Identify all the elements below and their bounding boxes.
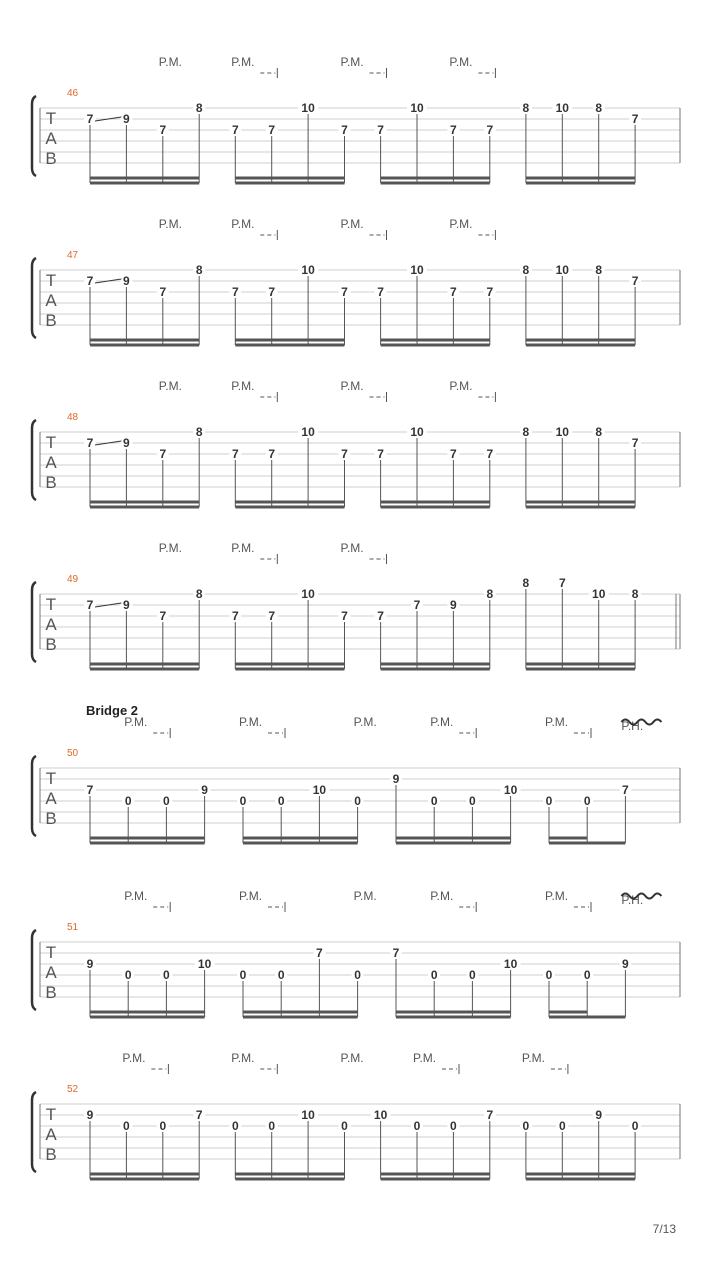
tab-clef-letter: T (45, 769, 57, 788)
measure-number: 48 (67, 412, 79, 423)
beam (90, 668, 199, 671)
palm-mute-label: P.M. (545, 889, 569, 903)
palm-mute-label: P.M. (231, 379, 255, 393)
beam (526, 506, 635, 509)
palm-mute-label: P.M. (158, 217, 182, 231)
beam (381, 182, 490, 185)
tab-clef-letter: T (45, 433, 57, 452)
fret-number: 10 (301, 263, 315, 277)
fret-number: 10 (312, 783, 327, 797)
palm-mute-label: P.M. (158, 541, 182, 555)
fret-number: 8 (631, 587, 639, 601)
tab-clef-letter: A (45, 291, 57, 310)
fret-number: 7 (486, 1108, 494, 1122)
fret-number: 7 (268, 609, 276, 623)
beam (381, 339, 490, 342)
fret-number: 7 (268, 123, 276, 137)
fret-number: 0 (123, 1119, 130, 1133)
tab-clef-letter: A (45, 615, 57, 634)
fret-number: 10 (410, 101, 424, 115)
fret-number: 10 (410, 425, 424, 439)
fret-number: 10 (301, 425, 315, 439)
beam (90, 837, 205, 840)
beam (90, 1178, 199, 1181)
beam (549, 1011, 587, 1014)
pinch-harmonic-label: P.H. (621, 893, 644, 907)
beam (243, 1016, 358, 1019)
fret-number: 7 (86, 598, 94, 612)
palm-mute-label: P.M. (239, 889, 263, 903)
beam (90, 339, 199, 342)
fret-number: 8 (595, 263, 603, 277)
fret-number: 0 (277, 794, 285, 808)
fret-number: 0 (163, 794, 170, 808)
fret-number: 0 (239, 968, 247, 982)
fret-number: 7 (341, 285, 348, 299)
fret-number: 9 (123, 436, 130, 450)
measure-number: 52 (67, 1084, 79, 1095)
fret-number: 10 (555, 425, 569, 439)
fret-number: 0 (277, 968, 285, 982)
fret-number: 8 (522, 101, 530, 115)
fret-number: 7 (341, 447, 348, 461)
measure-number: 46 (67, 88, 79, 99)
system-bracket (32, 258, 36, 338)
palm-mute-label: P.M. (340, 217, 364, 231)
palm-mute-label: P.M. (340, 541, 364, 555)
tab-clef-letter: B (45, 473, 57, 492)
palm-mute-label: P.M. (231, 217, 255, 231)
fret-number: 0 (469, 968, 476, 982)
tab-clef-letter: A (45, 789, 57, 808)
fret-number: 7 (341, 123, 348, 137)
beam (243, 842, 358, 845)
beam (235, 182, 344, 185)
beam (526, 663, 635, 666)
beam (90, 501, 199, 504)
fret-number: 7 (195, 1108, 203, 1122)
fret-number: 7 (86, 436, 94, 450)
fret-number: 0 (450, 1119, 457, 1133)
fret-number: 8 (195, 263, 203, 277)
page-number: 7/13 (652, 1222, 676, 1236)
fret-number: 0 (545, 794, 553, 808)
tab-clef-letter: T (45, 109, 57, 128)
fret-number: 8 (522, 263, 530, 277)
fret-number: 7 (341, 609, 348, 623)
beam (90, 663, 199, 666)
fret-number: 0 (413, 1119, 421, 1133)
tab-clef-letter: B (45, 809, 57, 828)
fret-number: 7 (377, 447, 384, 461)
beam (396, 837, 511, 840)
beam (526, 339, 635, 342)
fret-number: 9 (622, 957, 629, 971)
fret-number: 0 (124, 968, 132, 982)
fret-number: 7 (558, 576, 566, 590)
fret-number: 8 (522, 576, 530, 590)
beam (381, 1178, 490, 1181)
beam (90, 177, 199, 180)
fret-number: 10 (555, 101, 569, 115)
beam (396, 842, 511, 845)
fret-number: 7 (231, 609, 239, 623)
fret-number: 9 (201, 783, 208, 797)
fret-number: 7 (631, 436, 639, 450)
fret-number: 9 (123, 274, 130, 288)
fret-number: 0 (354, 794, 361, 808)
tab-clef-letter: B (45, 149, 57, 168)
palm-mute-label: P.M. (239, 715, 263, 729)
fret-number: 7 (159, 123, 167, 137)
beam (90, 1016, 205, 1019)
measure-number: 51 (67, 922, 79, 933)
beam (381, 668, 490, 671)
fret-number: 7 (316, 946, 323, 960)
fret-number: 0 (583, 794, 591, 808)
beam (90, 1011, 205, 1014)
palm-mute-label: P.M. (340, 379, 364, 393)
beam (381, 1173, 490, 1176)
fret-number: 9 (450, 598, 457, 612)
beam (396, 1011, 511, 1014)
tab-clef-letter: B (45, 1145, 57, 1164)
palm-mute-label: P.M. (413, 1051, 437, 1065)
palm-mute-label: P.M. (340, 55, 364, 69)
beam (396, 1016, 511, 1019)
fret-number: 7 (486, 447, 494, 461)
tab-clef-letter: B (45, 635, 57, 654)
system-bracket (32, 1092, 36, 1172)
palm-mute-label: P.M. (449, 379, 473, 393)
fret-number: 7 (159, 447, 167, 461)
beam (90, 1173, 199, 1176)
beam (526, 501, 635, 504)
palm-mute-label: P.M. (430, 715, 454, 729)
fret-number: 10 (503, 783, 518, 797)
fret-number: 7 (631, 274, 639, 288)
fret-number: 7 (377, 285, 384, 299)
beam (235, 501, 344, 504)
beam (381, 344, 490, 347)
fret-number: 7 (622, 783, 629, 797)
system-bracket (32, 930, 36, 1010)
fret-number: 9 (595, 1108, 603, 1122)
fret-number: 0 (163, 968, 170, 982)
beam (526, 177, 635, 180)
measure-number: 49 (67, 574, 79, 585)
beam (90, 182, 199, 185)
fret-number: 10 (373, 1108, 388, 1122)
beam (549, 842, 625, 845)
system-bracket (32, 756, 36, 836)
fret-number: 9 (123, 598, 130, 612)
fret-number: 8 (522, 425, 530, 439)
beam (526, 1173, 635, 1176)
beam (90, 344, 199, 347)
fret-number: 0 (354, 968, 361, 982)
fret-number: 8 (595, 425, 603, 439)
palm-mute-label: P.M. (122, 1051, 146, 1065)
beam (549, 837, 587, 840)
beam (235, 1178, 344, 1181)
fret-number: 10 (555, 263, 569, 277)
fret-number: 0 (231, 1119, 239, 1133)
measure-number: 47 (67, 250, 79, 261)
palm-mute-label: P.M. (124, 889, 148, 903)
beam (526, 182, 635, 185)
fret-number: 7 (86, 274, 94, 288)
fret-number: 8 (195, 101, 203, 115)
tab-clef-letter: A (45, 963, 57, 982)
fret-number: 8 (595, 101, 603, 115)
tab-clef-letter: T (45, 1105, 57, 1124)
system-bracket (32, 96, 36, 176)
fret-number: 7 (159, 609, 167, 623)
palm-mute-label: P.M. (340, 1051, 364, 1065)
fret-number: 7 (159, 285, 167, 299)
fret-number: 8 (195, 587, 203, 601)
system-bracket (32, 582, 36, 662)
palm-mute-label: P.M. (231, 55, 255, 69)
tab-clef-letter: A (45, 1125, 57, 1144)
fret-number: 7 (413, 598, 421, 612)
beam (381, 663, 490, 666)
fret-number: 7 (268, 285, 276, 299)
beam (90, 842, 205, 845)
tab-clef-letter: T (45, 943, 57, 962)
palm-mute-label: P.M. (353, 889, 377, 903)
fret-number: 0 (268, 1119, 276, 1133)
palm-mute-label: P.M. (521, 1051, 546, 1065)
beam (381, 506, 490, 509)
palm-mute-label: P.M. (545, 715, 569, 729)
tab-clef-letter: B (45, 311, 57, 330)
palm-mute-label: P.M. (124, 715, 148, 729)
fret-number: 10 (301, 1108, 315, 1122)
beam (381, 501, 490, 504)
beam (243, 1011, 358, 1014)
fret-number: 9 (86, 957, 94, 971)
fret-number: 7 (486, 285, 494, 299)
fret-number: 9 (392, 772, 400, 786)
section-title: Bridge 2 (86, 703, 139, 718)
fret-number: 7 (86, 112, 94, 126)
beam (90, 506, 199, 509)
beam (235, 668, 344, 671)
fret-number: 0 (545, 968, 553, 982)
fret-number: 10 (592, 587, 606, 601)
beam (235, 177, 344, 180)
tab-clef-letter: T (45, 271, 57, 290)
fret-number: 7 (86, 783, 94, 797)
fret-number: 7 (268, 447, 276, 461)
fret-number: 10 (301, 587, 315, 601)
palm-mute-label: P.M. (430, 889, 454, 903)
beam (235, 1173, 344, 1176)
palm-mute-label: P.M. (231, 1051, 255, 1065)
system-bracket (32, 420, 36, 500)
beam (526, 668, 635, 671)
fret-number: 7 (392, 946, 400, 960)
tab-clef-letter: B (45, 983, 57, 1002)
beam (235, 339, 344, 342)
fret-number: 7 (631, 112, 639, 126)
fret-number: 7 (231, 123, 239, 137)
tab-clef-letter: A (45, 129, 57, 148)
palm-mute-label: P.M. (158, 55, 182, 69)
fret-number: 0 (124, 794, 132, 808)
fret-number: 9 (123, 112, 130, 126)
fret-number: 10 (197, 957, 212, 971)
fret-number: 9 (86, 1108, 94, 1122)
palm-mute-label: P.M. (158, 379, 182, 393)
fret-number: 0 (239, 794, 247, 808)
fret-number: 7 (450, 447, 457, 461)
fret-number: 0 (469, 794, 476, 808)
fret-number: 0 (522, 1119, 530, 1133)
tab-clef-letter: T (45, 595, 57, 614)
beam (235, 663, 344, 666)
fret-number: 7 (377, 123, 384, 137)
fret-number: 8 (486, 587, 494, 601)
beam (381, 177, 490, 180)
tab-clef-letter: A (45, 453, 57, 472)
beam (526, 344, 635, 347)
fret-number: 8 (195, 425, 203, 439)
fret-number: 7 (231, 447, 239, 461)
palm-mute-label: P.M. (449, 55, 473, 69)
fret-number: 10 (301, 101, 315, 115)
fret-number: 0 (583, 968, 591, 982)
fret-number: 0 (430, 794, 438, 808)
fret-number: 7 (231, 285, 239, 299)
palm-mute-label: P.M. (231, 541, 255, 555)
fret-number: 7 (377, 609, 384, 623)
beam (549, 1016, 625, 1019)
fret-number: 0 (558, 1119, 566, 1133)
beam (243, 837, 358, 840)
palm-mute-label: P.M. (353, 715, 377, 729)
palm-mute-label: P.M. (449, 217, 473, 231)
beam (526, 1178, 635, 1181)
fret-number: 0 (341, 1119, 348, 1133)
fret-number: 7 (486, 123, 494, 137)
beam (235, 344, 344, 347)
fret-number: 7 (450, 285, 457, 299)
fret-number: 0 (430, 968, 438, 982)
beam (235, 506, 344, 509)
measure-number: 50 (67, 748, 79, 759)
fret-number: 0 (159, 1119, 167, 1133)
fret-number: 10 (410, 263, 424, 277)
fret-number: 7 (450, 123, 457, 137)
fret-number: 10 (503, 957, 518, 971)
fret-number: 0 (631, 1119, 639, 1133)
pinch-harmonic-label: P.H. (621, 719, 644, 733)
